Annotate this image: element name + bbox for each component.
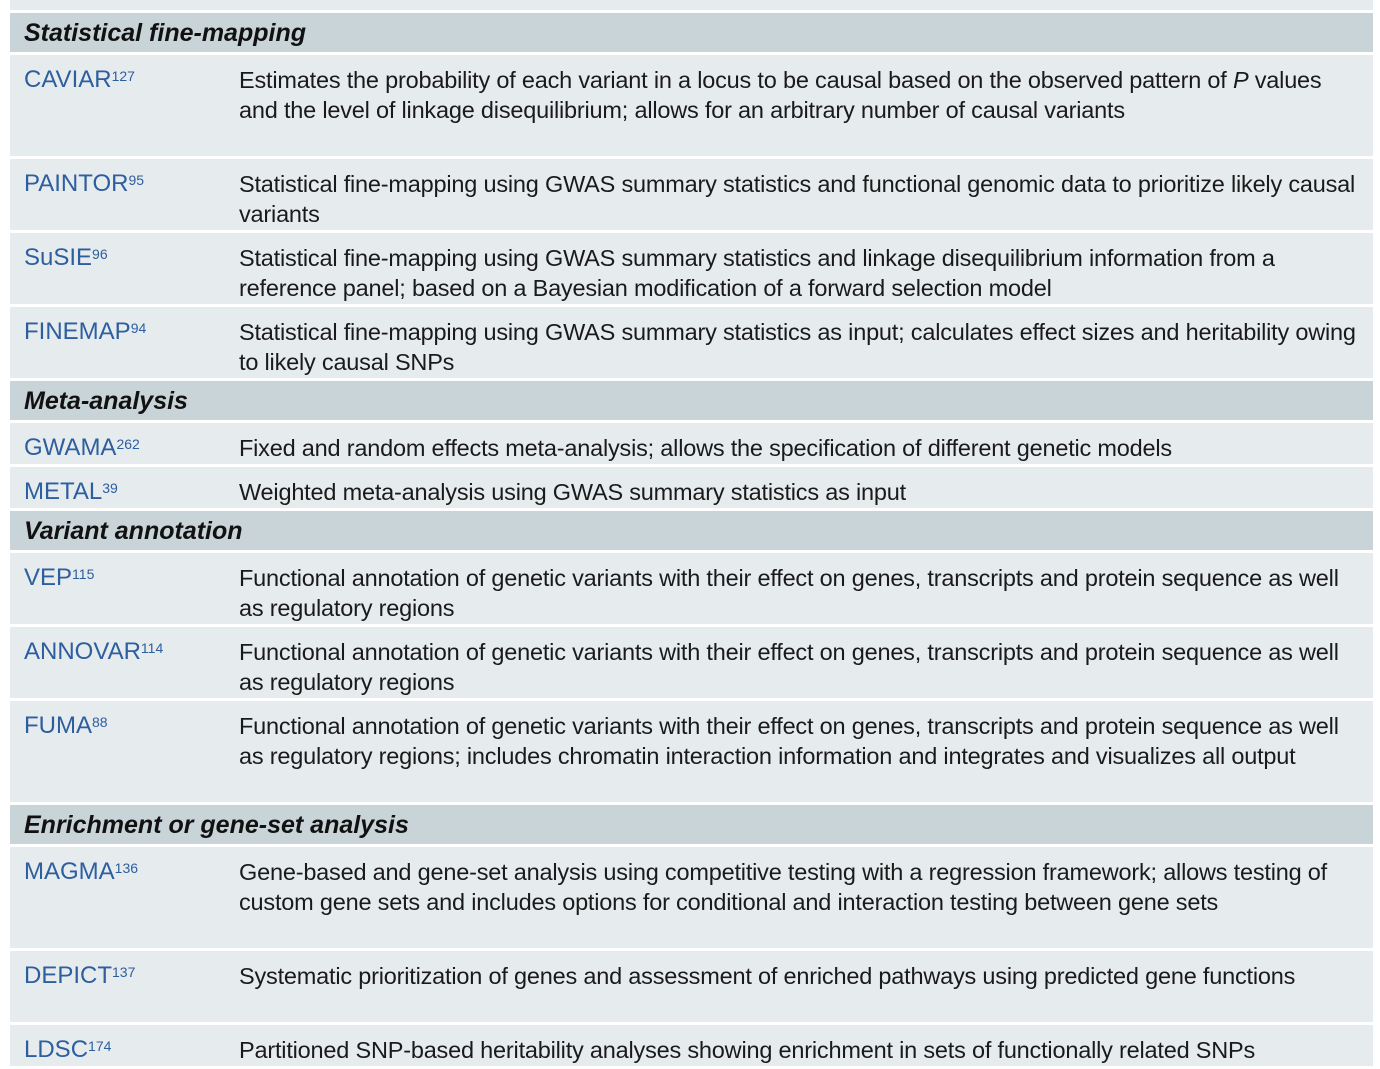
tool-name[interactable] — [10, 169, 239, 225]
section-heading: Enrichment or gene-set analysis — [10, 805, 1373, 847]
tool-description: Functional annotation of genetic variants with their effect on genes, transcripts and protein sequence as well as regulatory regions; includes chromatin interaction information and integrates and visualizes all output — [239, 713, 1339, 769]
tool-name[interactable] — [10, 637, 239, 693]
table-row — [10, 847, 1373, 951]
tool-description — [239, 65, 1373, 151]
reference-number[interactable]: 115 — [72, 566, 95, 582]
reference-number[interactable]: 114 — [140, 640, 164, 656]
table-row — [10, 423, 1373, 467]
table-row — [10, 307, 1373, 381]
tool-label[interactable]: GWAMA — [24, 434, 117, 461]
tool-name[interactable] — [10, 1035, 239, 1061]
table-row — [10, 159, 1373, 233]
table-row — [10, 467, 1373, 511]
tool-description: Functional annotation of genetic variants with their effect on genes, transcripts and protein sequence as well as regulatory regions — [239, 639, 1339, 695]
section-heading: Statistical fine-mapping — [10, 13, 1373, 55]
tool-description: Partitioned SNP-based heritability analyses showing enrichment in sets of functionally related SNPs — [239, 1037, 1256, 1063]
tool-name[interactable] — [10, 961, 239, 1017]
section-heading: Variant annotation — [10, 511, 1373, 553]
reference-number[interactable]: 137 — [112, 964, 136, 980]
tool-label[interactable]: MAGMA — [24, 858, 115, 885]
tool-description: Statistical fine-mapping using GWAS summary statistics and functional genomic data to prioritize likely causal variants — [239, 171, 1356, 227]
tool-description: Functional annotation of genetic variants with their effect on genes, transcripts and protein sequence as well as regulatory regions — [239, 565, 1339, 621]
table-top-strip — [10, 0, 1373, 13]
tool-description: Systematic prioritization of genes and assessment of enriched pathways using predicted gene functions — [239, 963, 1296, 989]
tool-label[interactable]: FINEMAP — [24, 318, 131, 345]
description-text: Estimates the probability of each variant in a locus to be causal based on the observed pattern of — [239, 67, 1233, 93]
tool-label[interactable]: METAL — [24, 478, 103, 505]
tool-description: Weighted meta-analysis using GWAS summary statistics as input — [239, 479, 906, 505]
table-row — [10, 1025, 1373, 1069]
reference-number[interactable]: 96 — [92, 246, 108, 262]
reference-number[interactable]: 136 — [114, 860, 139, 876]
reference-number[interactable]: 95 — [128, 172, 145, 188]
table-row — [10, 233, 1373, 307]
tool-label[interactable]: SuSIE — [24, 244, 93, 271]
tool-description: Statistical fine-mapping using GWAS summary statistics and linkage disequilibrium information from a reference panel; based on a Bayesian modification of a forward selection model — [239, 245, 1275, 301]
tool-label[interactable]: ANNOVAR — [24, 638, 141, 665]
reference-number[interactable]: 174 — [88, 1038, 112, 1054]
table-row — [10, 951, 1373, 1025]
reference-number[interactable]: 127 — [111, 68, 135, 84]
tool-name[interactable] — [10, 711, 239, 797]
reference-number[interactable]: 39 — [102, 480, 118, 496]
tool-label[interactable]: VEP — [24, 564, 73, 591]
tool-label[interactable]: FUMA — [24, 712, 92, 739]
tool-name[interactable] — [10, 477, 239, 503]
tool-description: Gene-based and gene-set analysis using competitive testing with a regression framework; allows testing of custom gene sets and includes options for conditional and interaction testing between gene sets — [239, 859, 1327, 915]
section-heading: Meta-analysis — [10, 381, 1373, 423]
tool-name[interactable] — [10, 433, 239, 459]
table-row — [10, 55, 1373, 159]
table-row — [10, 553, 1373, 627]
reference-number[interactable]: 94 — [130, 320, 147, 336]
table-row — [10, 627, 1373, 701]
tool-name[interactable] — [10, 243, 239, 299]
tools-table — [10, 0, 1373, 1069]
tool-label[interactable]: CAVIAR — [24, 66, 112, 93]
table-row — [10, 701, 1373, 805]
tool-name[interactable] — [10, 857, 239, 943]
reference-number[interactable]: 88 — [92, 714, 108, 730]
description-italic-text: P — [1232, 67, 1249, 93]
reference-number[interactable]: 262 — [116, 436, 140, 452]
tool-label[interactable]: LDSC — [24, 1036, 89, 1063]
tool-name[interactable] — [10, 65, 239, 151]
tool-name[interactable] — [10, 563, 239, 619]
tool-description: Fixed and random effects meta-analysis; allows the specification of different genetic models — [239, 435, 1172, 461]
tool-label[interactable]: DEPICT — [24, 962, 113, 989]
tool-label[interactable]: PAINTOR — [24, 170, 129, 197]
description-text: values and the level of linkage disequilibrium; allows for an arbitrary number of causal variants — [239, 67, 1322, 123]
tool-description: Statistical fine-mapping using GWAS summary statistics as input; calculates effect sizes and heritability owing to likely causal SNPs — [239, 319, 1356, 375]
tool-name[interactable] — [10, 317, 239, 373]
